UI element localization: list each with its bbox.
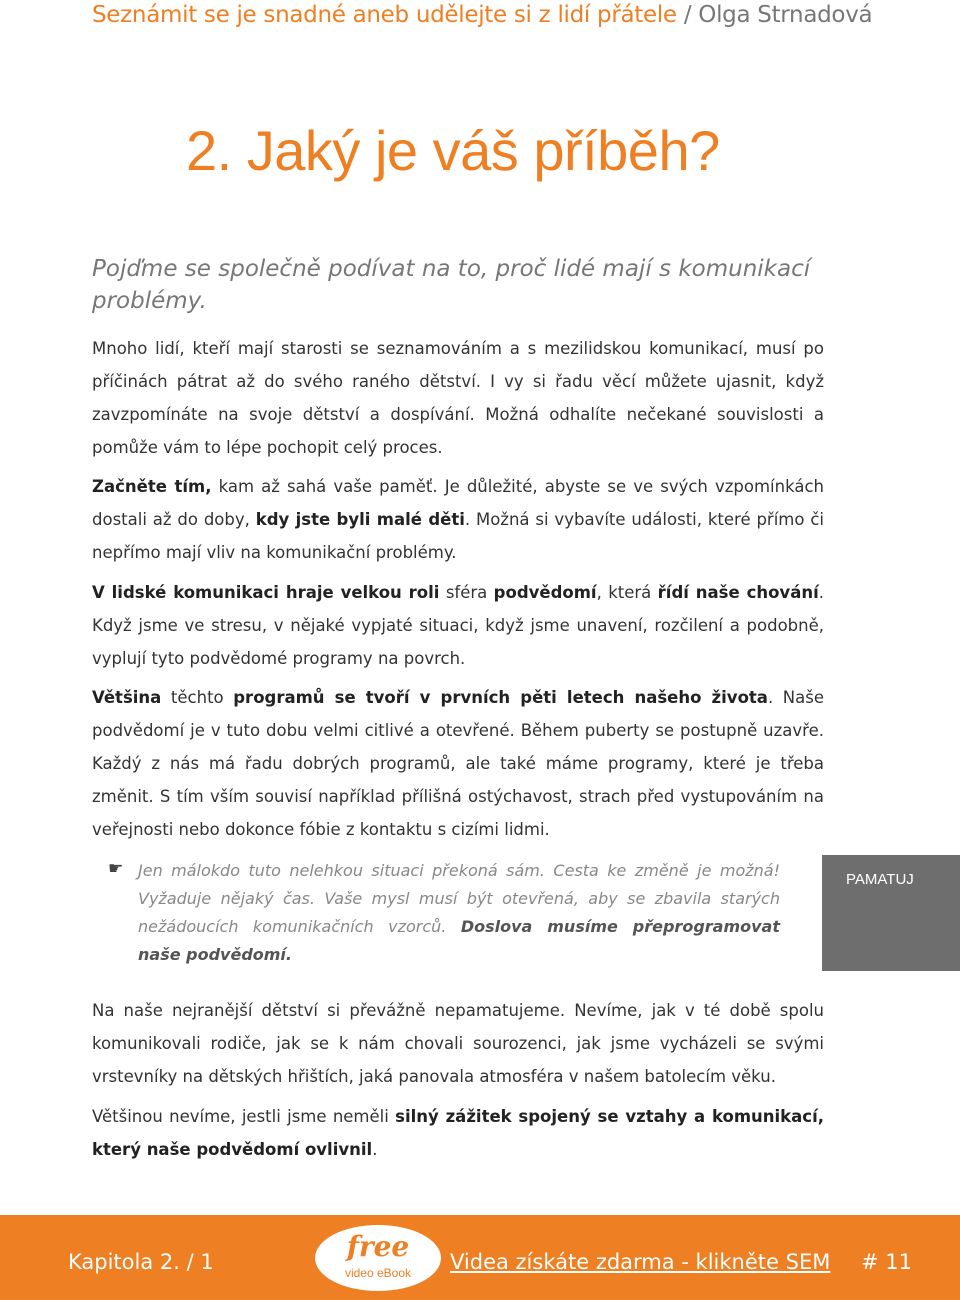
paragraph-4-bold-2: programů se tvoří v prvních pěti letech našeho života — [233, 688, 768, 707]
paragraph-5: Na naše nejranější dětství si převážně nepamatujeme. Nevíme, jak v té době spolu komunikovali rodiče, jak se k nám chovali sourozenci, jak jsme vycházeli se svými vrstevníky na dětských hřištích, jaká panovala atmosféra v našem batolecím věku. — [92, 1001, 824, 1086]
paragraph-6 — [92, 1100, 824, 1166]
paragraph-1: Mnoho lidí, kteří mají starosti se seznamováním a s mezilidskou komunikací, musí po příčinách pátrat až do svého raného dětství. I vy si řadu věcí můžete ujasnit, když zavzpomínáte na svoje dětství a dospívání. Možná odhalíte nečekané souvislosti a pomůže vám to lépe pochopit celý proces. — [92, 339, 824, 457]
paragraph-4 — [92, 681, 824, 846]
running-header — [92, 2, 892, 28]
tip-note-text — [138, 857, 780, 969]
paragraph-3-bold-1: V lidské komunikaci hraje velkou roli — [92, 583, 440, 602]
header-separator: / — [683, 2, 692, 28]
logo-free-text: free — [346, 1230, 410, 1263]
book-title: Seznámit se je snadné aneb udělejte si z lidí přátele — [92, 2, 677, 28]
chapter-indicator: Kapitola 2. / 1 — [68, 1250, 214, 1274]
paragraph-6-text-1: Většinou nevíme, jestli jsme neměli — [92, 1107, 396, 1126]
page-footer — [0, 1215, 960, 1300]
paragraph-2-text-1: kam až sahá vaše paměť. Je důležité, abyste se ve svých vzpomínkách dostali až do doby, — [92, 477, 824, 529]
paragraph-3-bold-2: podvědomí — [493, 583, 597, 602]
remember-label: PAMATUJ — [846, 871, 914, 888]
hand-pointing-icon: ☛ — [108, 859, 124, 879]
paragraph-2-bold-2: kdy jste byli malé děti — [255, 510, 465, 529]
remember-box — [822, 855, 960, 971]
paragraph-2-bold-1: Začněte tím, — [92, 477, 212, 496]
free-videos-link[interactable]: Videa získáte zdarma - klikněte SEM — [450, 1250, 831, 1274]
paragraph-3-text-2: , která — [596, 583, 658, 602]
chapter-subtitle: Pojďme se společně podívat na to, proč lidé mají s komunikací problémy. — [92, 256, 811, 314]
logo-subtitle: video eBook — [344, 1266, 412, 1280]
tip-note — [108, 857, 780, 969]
paragraph-3-text-1: sféra — [439, 583, 494, 602]
free-video-ebook-logo[interactable] — [315, 1225, 441, 1291]
author-name: Olga Strnadová — [698, 2, 873, 28]
chapter-title: 2. Jaký je váš příběh? — [186, 119, 720, 182]
paragraph-4-bold-1: Většina — [92, 688, 162, 707]
paragraph-2 — [92, 470, 824, 569]
tip-note-plain: Jen málokdo tuto nelehkou situaci překoná sám. Cesta ke změně je možná! Vyžaduje nějaký čas. Vaše mysl musí být otevřená, aby se zbavila starých nežádoucích komunikačních vzorců. — [138, 861, 780, 936]
paragraph-6-text-2: . — [372, 1140, 378, 1159]
paragraph-2-text-2: . Možná si vybavíte události, které přímo či nepřímo mají vliv na komunikační problémy. — [92, 510, 824, 562]
paragraph-4-text-2: . Naše podvědomí je v tuto dobu velmi citlivé a otevřené. Během puberty se postupně uzavře. Každý z nás má řadu dobrých programů, ale také máme programy, které je třeba změnit. S tím vším souvisí například přílišná ostýchavost, strach před vystupováním na veřejnosti nebo dokonce fóbie z kontaktu s cizími lidmi. — [92, 688, 824, 839]
paragraph-3-text-3: . Když jsme ve stresu, v nějaké vypjaté situaci, když jsme unavení, rozčilení a podobně, vyplují tyto podvědomé programy na povrch. — [92, 583, 824, 668]
paragraph-6-bold-1: silný zážitek spojený se vztahy a komunikací, který naše podvědomí ovlivnil — [92, 1107, 824, 1159]
paragraph-3-bold-3: řídí naše chování — [657, 583, 819, 602]
page-number: # 11 — [861, 1250, 912, 1274]
paragraph-3 — [92, 576, 824, 675]
tip-note-bold: Doslova musíme přeprogramovat naše podvědomí. — [138, 917, 780, 964]
paragraph-4-text-1: těchto — [161, 688, 234, 707]
